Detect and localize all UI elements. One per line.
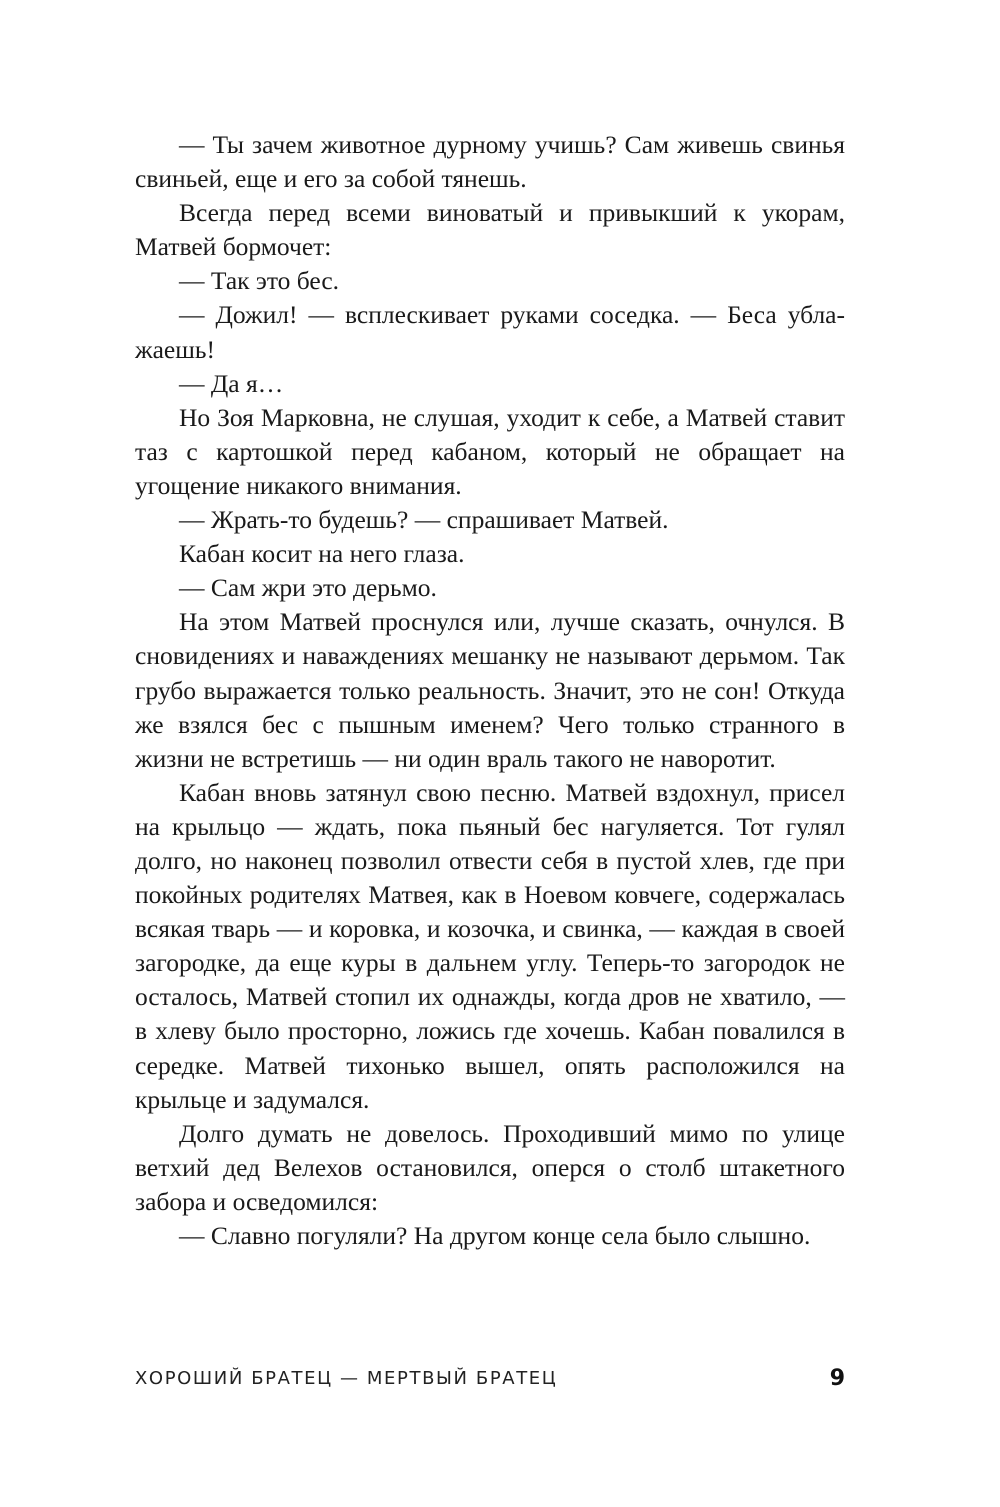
book-page-text	[135, 128, 845, 1253]
paragraph: Долго думать не довелось. Проходивший мимо по улице ветхий дед Велехов остановился, оперся о столб штакетного забора и осведомился:	[135, 1118, 845, 1216]
paragraph: Кабан косит на него глаза.	[179, 539, 465, 569]
paragraph: Кабан вновь затянул свою песню. Матвей вздохнул, присел на крыльцо — ждать, пока пьяный бес нагуляется. Тот гулял долго, но наконец позволил отвести себя в пустой хлев, где при покойных родителях Матвея, как в Ноевом ковчеге, содержалась всякая тварь — и коровка, и козочка, и свинка, — каждая в своей загородке, да еще куры в дальнем углу. Теперь-то загородок не осталось, Матвей стопил их однажды, когда дров не хватило, — в хлеву было просторно, ложись где хочешь. Кабан повалился в середке. Матвей тихонько вышел, опять расположился на крыльце и задумался.	[135, 777, 845, 1114]
paragraph: — Сам жри это дерьмо.	[179, 573, 437, 603]
paragraph: — Так это бес.	[179, 266, 340, 296]
running-title: ХОРОШИЙ БРАТЕЦ — МЕРТВЫЙ БРАТЕЦ	[135, 1368, 558, 1389]
paragraph: — Да я…	[179, 368, 284, 398]
paragraph: На этом Матвей проснулся или, лучше сказать, очнулся. В сновидениях и наваждениях мешанку не называют дерьмом. Так грубо выражается только реальность. Значит, это не сон! Откуда же взялся бес с пышным именем? Чего только странного в жизни не встретишь — ни один враль такого не наворотит.	[135, 607, 845, 773]
paragraph: — Жрать-то будешь? — спрашивает Матвей.	[179, 505, 669, 535]
paragraph: — Ты зачем животное дурному учишь? Сам живешь свинья свиньей, еще и его за собой тянешь.	[135, 130, 845, 194]
paragraph: Всегда перед всеми виноватый и привыкший к укорам, Матвей бормочет:	[135, 198, 845, 262]
page-footer	[135, 1366, 845, 1396]
paragraph: — Дожил! — всплескивает руками соседка. — Беса ублажаешь!	[135, 300, 845, 364]
paragraph: — Славно погуляли? На другом конце села было слышно.	[179, 1221, 811, 1250]
paragraph: Но Зоя Марковна, не слушая, уходит к себе, а Матвей ставит таз с картошкой перед кабаном, который не обращает на угощение никакого внимания.	[135, 402, 845, 500]
page-number: 9	[829, 1366, 845, 1391]
